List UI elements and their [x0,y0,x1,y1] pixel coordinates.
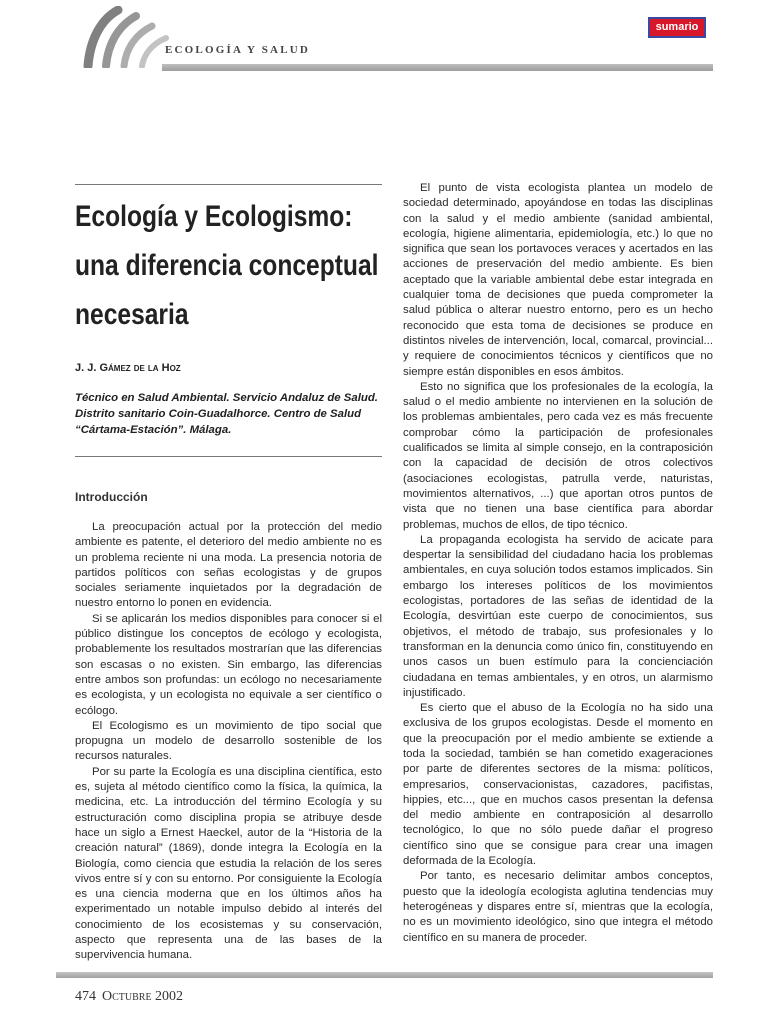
title-line: necesaria [75,298,189,331]
author-affiliation: Técnico en Salud Ambiental. Servicio Andaluz de Salud. Distrito sanitario Coin-Guadalhorce. Centro de Salud “Cártama-Estación”. Málaga. [75,392,378,436]
article-title [75,192,387,339]
title-top-rule [75,184,382,185]
right-column-body [403,181,713,946]
page-footer [75,989,183,1005]
author-name: J. J. Gámez de la Hoz [75,362,181,374]
sumario-button[interactable]: sumario [648,17,706,38]
paragraph: La preocupación actual por la protección del medio ambiente es patente, el deterioro del medio ambiente no es un problema reciente ni una moda. La presencia notoria de partidos políticos con señas ecologistas y de grupos sociales seriamente inquietados por la degradación de nuestro entorno lo ponen en evidencia. [75,521,382,610]
page-number: 474 [75,989,96,1004]
paragraph: Por su parte la Ecología es una disciplina científica, esto es, sujeta al método científico como la física, la química, la medicina, etc. La introducción del término Ecología y su estructuración como disciplina propia se atribuye desde hace un siglo a Ernest Haeckel, autor de la “Historia de la creación natural” (1869), donde integra la Ecología en la Biología, como ciencia que estudia la relación de los seres vivos entre sí y con su entorno. Por consiguiente la Ecología es una ciencia moderna que en los últimos años ha experimentado un notable impulso debido al interés del conocimiento de los ecosistemas y su conservación, aspecto que representa una de las bases de la supervivencia humana. [75,765,382,962]
brush-stroke-logo [78,6,170,68]
issue-date: Octubre 2002 [102,989,184,1004]
paragraph: Si se aplicarán los medios disponibles para conocer si el público distingue los conceptos de ecólogo y ecologista, probablemente los resultados mostrarían que las diferencias son escasas o no existen. Sin embargo, las diferencias entre ambos son profundas: un ecólogo no necesariamente es ecologista, y un ecologista no equivale a ser científico o ecólogo. [75,612,382,717]
paragraph: El punto de vista ecologista plantea un modelo de sociedad determinado, apoyándose en todas las disciplinas con la salud y el medio ambiente (sanidad ambiental, ecología, higiene alimentaria, epidemiología, etc.) lo que no significa que sean los portavoces veraces y acertados en las acciones de preservación del medio ambiente. Es bien aceptado que la variable ambiental debe estar integrada en cualquier toma de decisiones que pueda comprometer la salud pública o alterar nuestro entorno, pero es un hecho reconocido que esta toma de decisiones se produce en distintos niveles de intervención, local, comarcal, provincial... y requiere de conocimientos técnicos y científicos que no siempre están disponibles en esos ámbitos. [403,182,713,378]
section-heading-intro: Introducción [75,490,148,504]
paragraph: Por tanto, es necesario delimitar ambos conceptos, puesto que la ideología ecologista aglutina tendencias muy heterogéneas y dispares entre sí, mientras que la ecología, no es un movimiento ideológico, sino que integra el método científico en su manera de proceder. [403,870,713,944]
left-column-body [75,520,382,964]
paragraph: Es cierto que el abuso de la Ecología no ha sido una exclusiva de los grupos ecologistas. Desde el momento en que la preocupación por el medio ambiente se extiende a toda la sociedad, también se han cometido exageraciones por parte de diferentes sectores de la misma: políticos, empresarios, conservacionistas, cazadores, pacifistas, hippies, etc..., que en muchos casos presentan la defensa del medio ambiente en contraposición al desarrollo tecnológico, lo que no sólo puede dañar el progreso científico sino que se consigue para crear una imagen deformada de la Ecología. [403,702,713,868]
section-label: ECOLOGÍA Y SALUD [165,44,311,56]
title-line: una diferencia conceptual [75,249,379,282]
paragraph: Esto no significa que los profesionales de la ecología, la salud o el medio ambiente no intervienen en la solución de los problemas ambientales, pero cada vez es más frecuente comprobar cómo la participación de profesionales cualificados se limita al simple consejo, en la contraposición con la capacidad de decisión de otros colectivos (asociaciones ecologistas, patrulla verde, naturistas, movimientos alternativos, ...) que aportan otros puntos de vista que no tienen una base científica para abordar problemas, muchos de ellos, de tipo técnico. [403,380,713,531]
footer-rule [56,972,713,978]
paragraph: La propaganda ecologista ha servido de acicate para despertar la sensibilidad del ciudadano hacia los problemas ambientales, en cuya solución todos estamos implicados. Sin embargo los intereses políticos de los movimientos ecologistas, portadores de las señas de identidad de la Ecología, desvirtúan este cuerpo de conocimientos, sus objetivos, el método de trabajo, sus profesionales y lo transforman en la denuncia como único fin, constituyendo en unos casos un buen estímulo para la concienciación ciudadana en temas ambientales, y en otros, un alarmismo injustificado. [403,533,713,699]
affiliation-rule [75,456,382,457]
paragraph: El Ecologismo es un movimiento de tipo social que propugna un modelo de desarrollo sostenible de los recursos naturales. [75,719,382,763]
header-rule [162,64,713,71]
title-line: Ecología y Ecologismo: [75,200,353,233]
article-author [75,362,181,374]
